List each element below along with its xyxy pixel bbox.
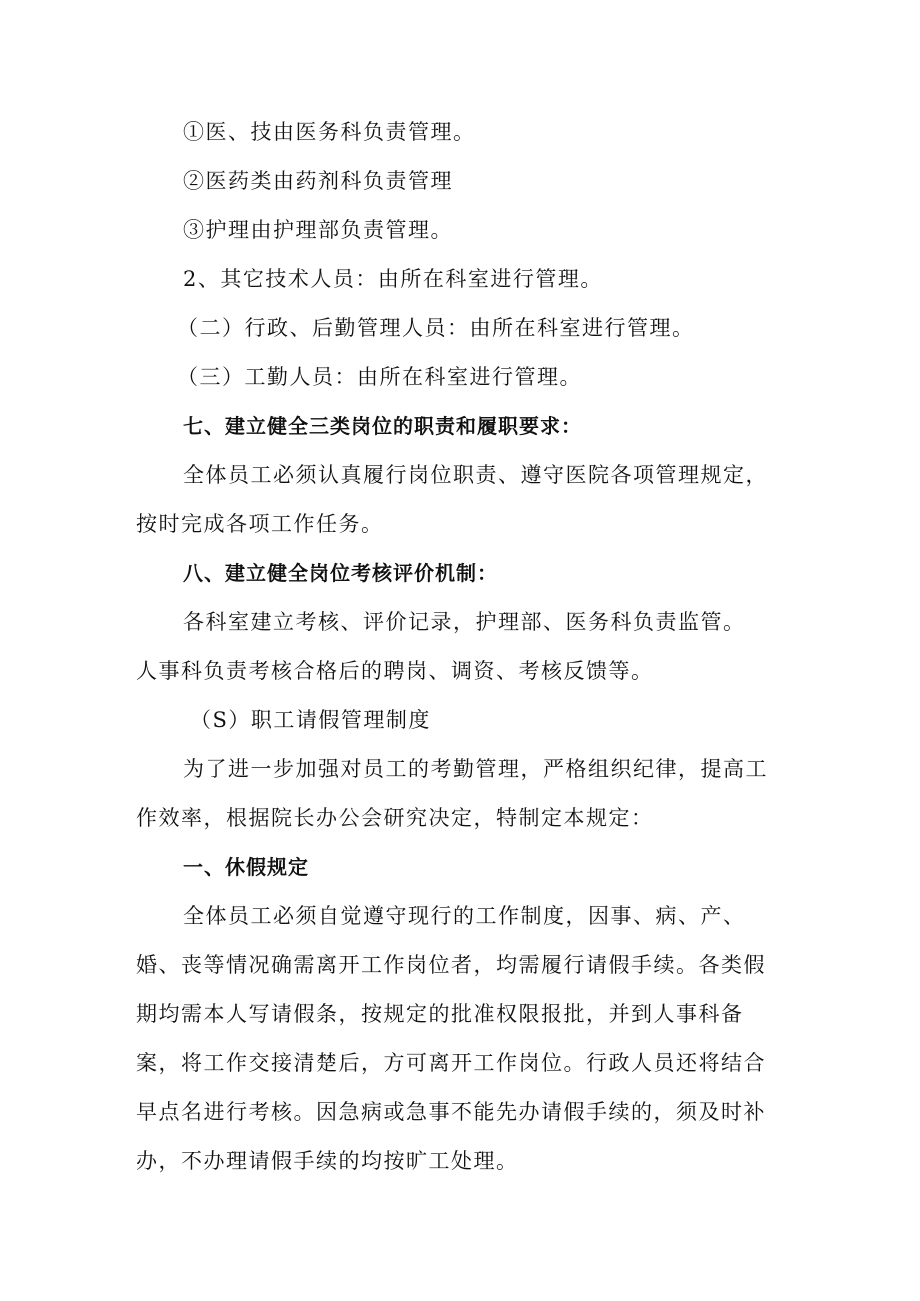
paragraph-leave-line-4: 案，将工作交接清楚后，方可离开工作岗位。行政人员还将结合 bbox=[136, 1051, 766, 1075]
paragraph-duties-line-2: 按时完成各项工作任务。 bbox=[136, 512, 384, 536]
paragraph-intro-line-2: 作效率，根据院长办公会研究决定，特制定本规定： bbox=[136, 806, 654, 830]
paragraph-service-staff: （三）工勤人员：由所在科室进行管理。 bbox=[177, 365, 582, 389]
chapter-title-leave-policy: （S）职工请假管理制度 bbox=[190, 708, 431, 732]
list-item-nursing: ③护理由护理部负责管理。 bbox=[183, 218, 453, 242]
paragraph-intro-line-1: 为了进一步加强对员工的考勤管理，严格组织纪律，提高工 bbox=[183, 757, 768, 781]
paragraph-leave-line-6: 办，不办理请假手续的均按旷工处理。 bbox=[136, 1149, 519, 1173]
paragraph-assessment-line-1: 各科室建立考核、评价记录，护理部、医务科负责监管。 bbox=[183, 610, 746, 634]
paragraph-other-tech-staff: 2、其它技术人员：由所在科室进行管理。 bbox=[183, 267, 603, 291]
section-heading-leave-rules: 一、休假规定 bbox=[183, 855, 309, 879]
list-item-medical-tech: ①医、技由医务科负责管理。 bbox=[183, 120, 476, 144]
paragraph-admin-logistics: （二）行政、后勤管理人员：由所在科室进行管理。 bbox=[177, 316, 695, 340]
section-heading-eight: 八、建立健全岗位考核评价机制： bbox=[183, 561, 498, 585]
paragraph-leave-line-3: 期均需本人写请假条，按规定的批准权限报批，并到人事科备 bbox=[136, 1002, 744, 1026]
paragraph-leave-line-2: 婚、丧等情况确需离开工作岗位者，均需履行请假手续。各类假 bbox=[136, 953, 766, 977]
paragraph-duties-line-1: 全体员工必须认真履行岗位职责、遵守医院各项管理规定， bbox=[183, 463, 768, 487]
paragraph-leave-line-5: 早点名进行考核。因急病或急事不能先办请假手续的，须及时补 bbox=[136, 1100, 766, 1124]
paragraph-leave-line-1: 全体员工必须自觉遵守现行的工作制度，因事、病、产、 bbox=[183, 904, 746, 928]
paragraph-assessment-line-2: 人事科负责考核合格后的聘岗、调资、考核反馈等。 bbox=[136, 659, 654, 683]
list-item-pharmacy: ②医药类由药剂科负责管理 bbox=[183, 169, 453, 193]
section-heading-seven: 七、建立健全三类岗位的职责和履职要求： bbox=[183, 414, 582, 438]
